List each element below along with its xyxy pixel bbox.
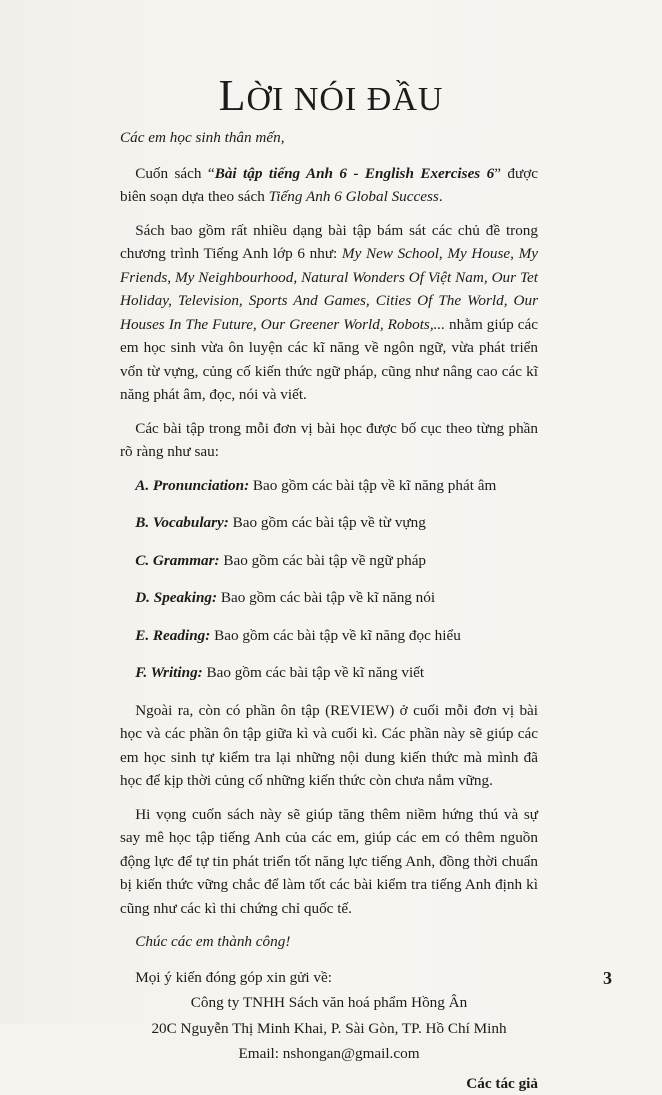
closing-text: Chúc các em thành công! bbox=[135, 933, 290, 950]
list-item bbox=[120, 549, 538, 573]
section-text: Bao gồm các bài tập về kĩ năng nói bbox=[217, 589, 435, 606]
source-book: Tiếng Anh 6 Global Success bbox=[269, 188, 439, 205]
closing-wish bbox=[120, 930, 538, 954]
p1-pre: Cuốn sách “ bbox=[135, 165, 215, 182]
p2-pre: Sách bao gồm rất nhiều dạng bài tập bám sát các chủ đề trong chương trình Tiếng Anh lớp 6 như: bbox=[120, 222, 538, 263]
section-text: Bao gồm các bài tập về kĩ năng phát âm bbox=[249, 477, 496, 494]
book-title: Bài tập tiếng Anh 6 - English Exercises 6 bbox=[215, 165, 495, 182]
list-item bbox=[120, 661, 538, 685]
paragraph-hope bbox=[120, 803, 538, 921]
p1-end: . bbox=[439, 188, 443, 205]
section-text: Bao gồm các bài tập về kĩ năng đọc hiểu bbox=[210, 627, 461, 644]
section-label: D. Speaking: bbox=[135, 589, 217, 606]
company-address: 20C Nguyễn Thị Minh Khai, P. Sài Gòn, TP. Hồ Chí Minh bbox=[120, 1017, 538, 1041]
list-item bbox=[120, 586, 538, 610]
p2-end: nhằm giúp các em học sinh vừa ôn luyện các kĩ năng về ngôn ngữ, vừa phát triển vốn từ vựng, củng cố kiến thức ngữ pháp, cũng như nâng cao các kĩ năng phát âm, đọc, nói và viết. bbox=[120, 316, 538, 404]
section-text: Bao gồm các bài tập về kĩ năng viết bbox=[203, 664, 424, 681]
page-number: 3 bbox=[603, 968, 612, 989]
list-item bbox=[120, 624, 538, 648]
paragraph-intro bbox=[120, 162, 538, 209]
list-item bbox=[120, 474, 538, 498]
list-item bbox=[120, 511, 538, 535]
section-label: A. Pronunciation: bbox=[135, 477, 249, 494]
p5-text: Hi vọng cuốn sách này sẽ giúp tăng thêm niềm hứng thú và sự say mê học tập tiếng Anh của các em, giúp các em có thêm nguồn động lực để tự tin phát triển tốt năng lực tiếng Anh, đồng thời chuẩn bị kiến thức vững chắc để làm tốt các bài kiểm tra tiếng Anh định kì cũng như các kì thi chứng chỉ quốc tế. bbox=[120, 806, 538, 917]
contact-intro bbox=[120, 966, 538, 990]
section-label: E. Reading: bbox=[135, 627, 210, 644]
title-initial: L bbox=[219, 71, 247, 120]
paragraph-review bbox=[120, 699, 538, 793]
section-list bbox=[120, 474, 538, 685]
paragraph-topics bbox=[120, 219, 538, 407]
greeting: Các em học sinh thân mến, bbox=[120, 126, 538, 150]
section-label: B. Vocabulary: bbox=[135, 514, 229, 531]
signature: Các tác giả bbox=[120, 1072, 538, 1095]
preface-body bbox=[120, 126, 538, 1095]
p1-mid: ” được biên soạn dựa theo sách bbox=[120, 165, 538, 206]
contact-intro-text: Mọi ý kiến đóng góp xin gửi về: bbox=[135, 969, 332, 986]
section-label: F. Writing: bbox=[135, 664, 203, 681]
title-rest: ỜI NÓI ĐẦU bbox=[246, 81, 443, 118]
section-label: C. Grammar: bbox=[135, 552, 219, 569]
company-email: Email: nshongan@gmail.com bbox=[120, 1042, 538, 1066]
company-name: Công ty TNHH Sách văn hoá phẩm Hồng Ân bbox=[120, 991, 538, 1015]
topic-list: My New School, My House, My Friends, My Neighbourhood, Natural Wonders Of Việt Nam, Our Tet Holiday, Television, Sports And Games, Cities Of The World, Our Houses In The Future, Our Greener World, Robots,... bbox=[120, 245, 538, 333]
p3-text: Các bài tập trong mỗi đơn vị bài học được bố cục theo từng phần rõ ràng như sau: bbox=[120, 420, 538, 461]
page-title bbox=[0, 70, 662, 121]
p4-text: Ngoài ra, còn có phần ôn tập (REVIEW) ở cuối mỗi đơn vị bài học và các phần ôn tập giữa kì và cuối kì. Các phần này sẽ giúp các em học sinh tự kiểm tra lại những nội dung kiến thức mà mình đã học để kịp thời củng cố những kiến thức còn chưa nắm vững. bbox=[120, 702, 538, 790]
section-text: Bao gồm các bài tập về ngữ pháp bbox=[220, 552, 426, 569]
paragraph-structure bbox=[120, 417, 538, 464]
section-text: Bao gồm các bài tập về từ vựng bbox=[229, 514, 426, 531]
